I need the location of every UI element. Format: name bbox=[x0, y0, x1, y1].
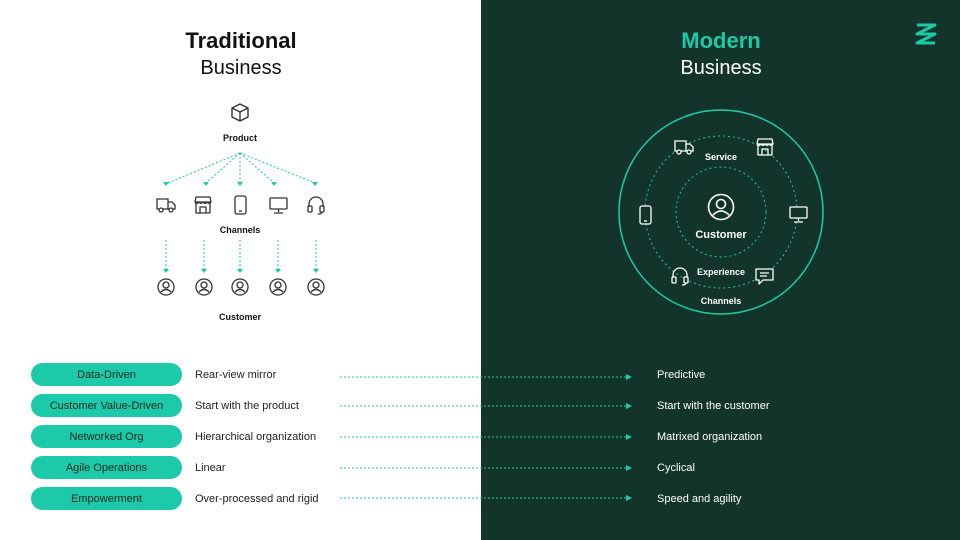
traditional-row-text: Hierarchical organization bbox=[195, 431, 317, 443]
traditional-row-text: Linear bbox=[195, 462, 226, 474]
traditional-row-text: Rear-view mirror bbox=[195, 369, 277, 381]
traditional-title: Traditional bbox=[185, 28, 297, 53]
service-label: Service bbox=[704, 152, 738, 162]
modern-row-text: Speed and agility bbox=[657, 493, 742, 505]
customer-label: Customer bbox=[218, 312, 261, 322]
modern-subtitle: Business bbox=[680, 57, 762, 79]
modern-row-text: Predictive bbox=[657, 369, 706, 381]
pill-agile-operations: Agile Operations bbox=[31, 456, 182, 479]
pill-data-driven: Data-Driven bbox=[31, 363, 182, 386]
channels-label: Channels bbox=[219, 225, 261, 235]
modern-customer-label: Customer bbox=[695, 229, 747, 241]
modern-row-text: Cyclical bbox=[657, 462, 695, 474]
modern-row-text: Matrixed organization bbox=[657, 431, 763, 443]
pill-empowerment: Empowerment bbox=[31, 487, 182, 510]
traditional-row-text: Over-processed and rigid bbox=[195, 493, 319, 505]
modern-title: Modern bbox=[681, 28, 761, 53]
traditional-row-text: Start with the product bbox=[195, 400, 299, 412]
modern-channels-label: Channels bbox=[700, 296, 742, 306]
product-label: Product bbox=[222, 133, 257, 143]
experience-label: Experience bbox=[696, 267, 746, 277]
traditional-subtitle: Business bbox=[200, 57, 282, 79]
modern-row-text: Start with the customer bbox=[657, 400, 770, 412]
pill-networked-org: Networked Org bbox=[31, 425, 182, 448]
pill-customer-value-driven: Customer Value-Driven bbox=[31, 394, 182, 417]
